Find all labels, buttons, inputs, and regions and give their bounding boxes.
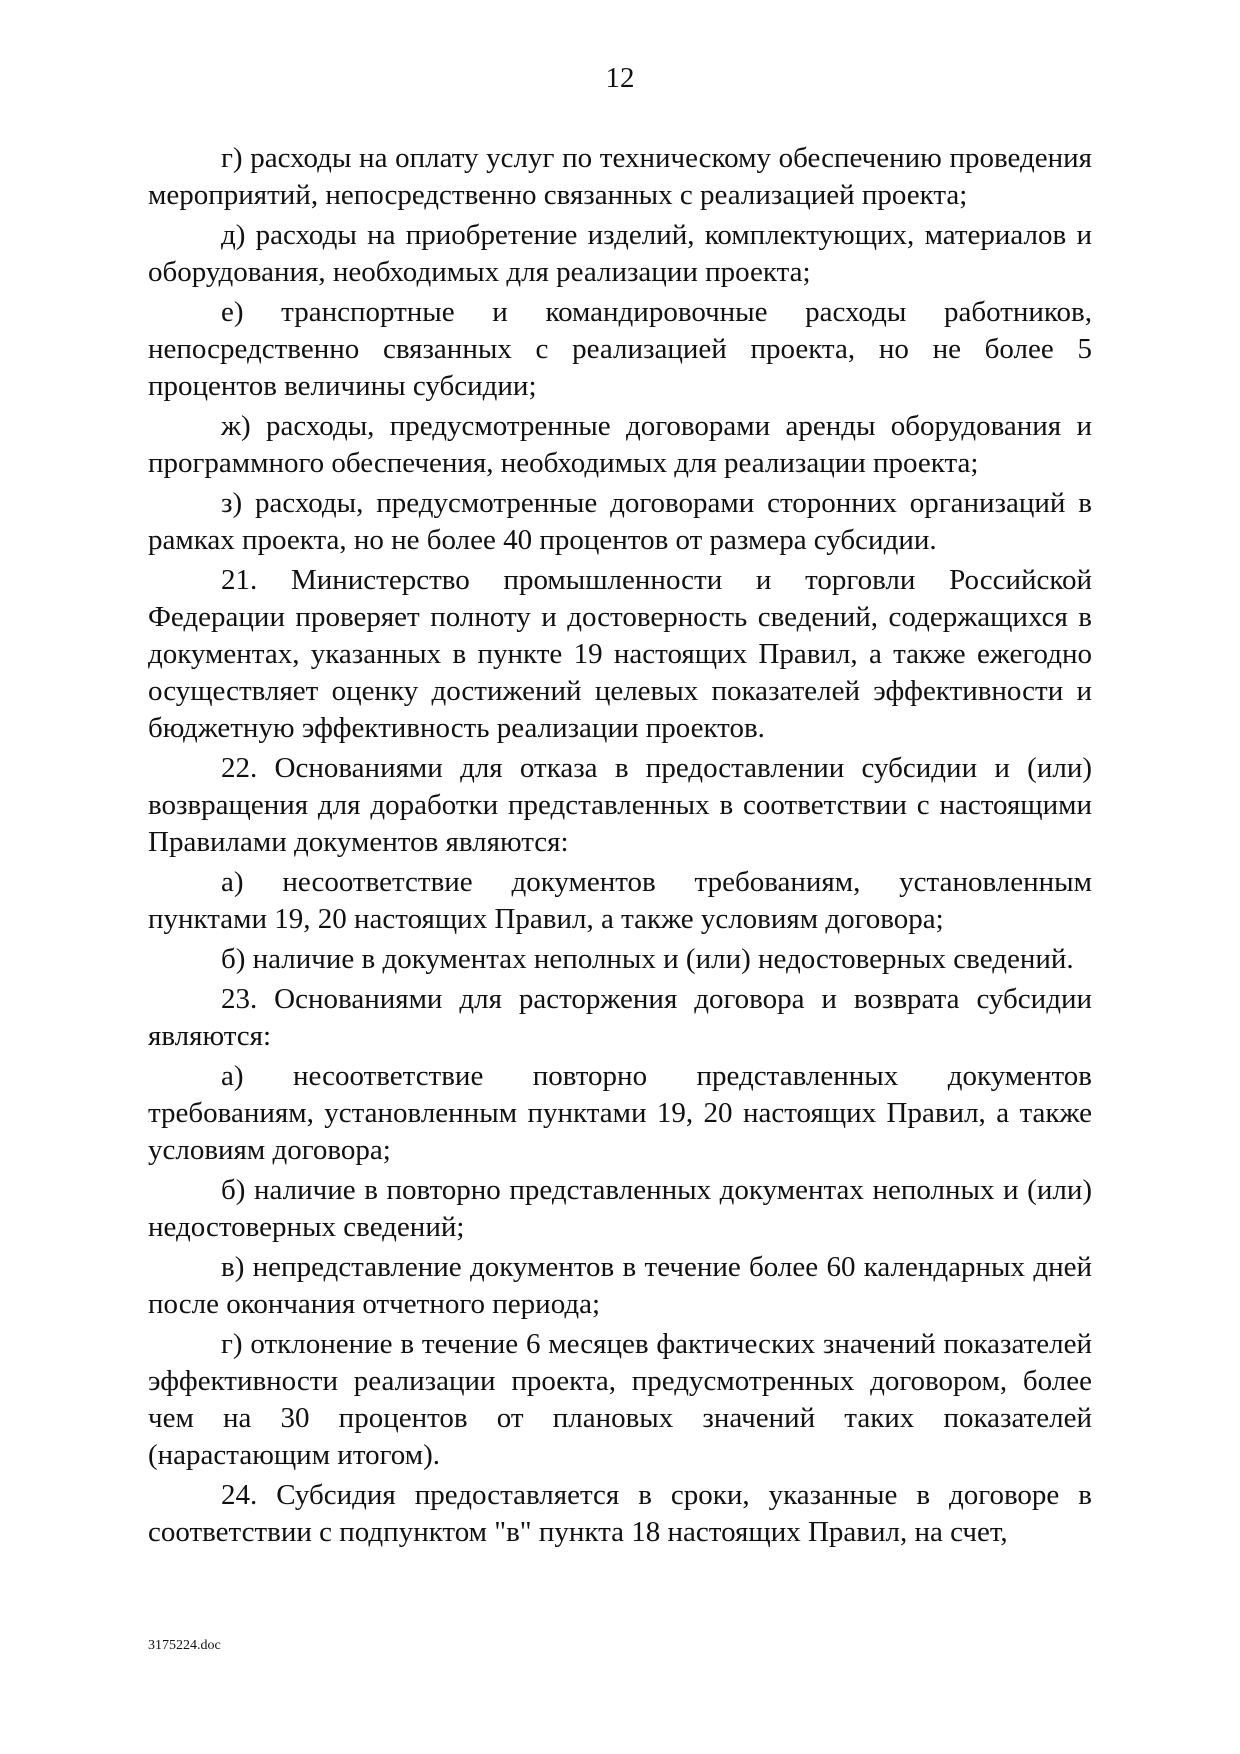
paragraph-g-expenses-technical: г) расходы на оплату услуг по техническому обеспечению проведения мероприятий, непосредственно связанных с реализацией проекта; — [148, 142, 1092, 211]
paragraph-22b-incomplete-info: б) наличие в документах неполных и (или) недостоверных сведений. — [221, 943, 1074, 975]
paragraph-22-refusal-grounds: 22. Основаниями для отказа в предоставлении субсидии и (или) возвращения для доработки представленных в соответствии с настоящими Правилами документов являются: — [148, 752, 1092, 858]
paragraph-24-subsidy-terms: 24. Субсидия предоставляется в сроки, указанные в договоре в соответствии с подпунктом "в" пункта 18 настоящих Правил, на счет, — [148, 1479, 1092, 1548]
paragraph-23b-repeat-incomplete: б) наличие в повторно представленных документах неполных и (или) недостоверных сведений; — [148, 1174, 1092, 1243]
paragraph-zh-expenses-rent: ж) расходы, предусмотренные договорами аренды оборудования и программного обеспечения, необходимых для реализации проекта; — [148, 410, 1092, 479]
paragraph-23-termination-grounds: 23. Основаниями для расторжения договора и возврата субсидии являются: — [148, 983, 1092, 1052]
paragraph-23v-late-submission: в) непредставление документов в течение более 60 календарных дней после окончания отчетного периода; — [148, 1251, 1092, 1320]
paragraph-d-expenses-equipment: д) расходы на приобретение изделий, комплектующих, материалов и оборудования, необходимых для реализации проекта; — [148, 219, 1092, 288]
paragraph-e-expenses-travel: е) транспортные и командировочные расходы работников, непосредственно связанных с реализацией проекта, но не более 5 процентов величины субсидии; — [148, 296, 1092, 402]
paragraph-22a-nonconformity: а) несоответствие документов требованиям, установленным пунктами 19, 20 настоящих Правил, а также условиям договора; — [148, 866, 1092, 935]
footer-filename: 3175224.doc — [148, 1638, 221, 1653]
paragraph-23g-deviation: г) отклонение в течение 6 месяцев фактических значений показателей эффективности реализации проекта, предусмотренных договором, более чем на 30 процентов от плановых значений таких показателей (нарастающим итогом). — [148, 1328, 1092, 1471]
paragraph-z-expenses-contractors: з) расходы, предусмотренные договорами сторонних организаций в рамках проекта, но не более 40 процентов от размера субсидии. — [148, 487, 1092, 556]
document-body — [148, 140, 1092, 1554]
paragraph-21-ministry-check: 21. Министерство промышленности и торговли Российской Федерации проверяет полноту и достоверность сведений, содержащихся в документах, указанных в пункте 19 настоящих Правил, а также ежегодно осуществляет оценку достижений целевых показателей эффективности и бюджетную эффективность реализации проектов. — [148, 564, 1092, 744]
paragraph-23a-repeat-nonconformity: а) несоответствие повторно представленных документов требованиям, установленным пунктами 19, 20 настоящих Правил, а также условиям договора; — [148, 1060, 1092, 1166]
page-number: 12 — [605, 62, 635, 94]
